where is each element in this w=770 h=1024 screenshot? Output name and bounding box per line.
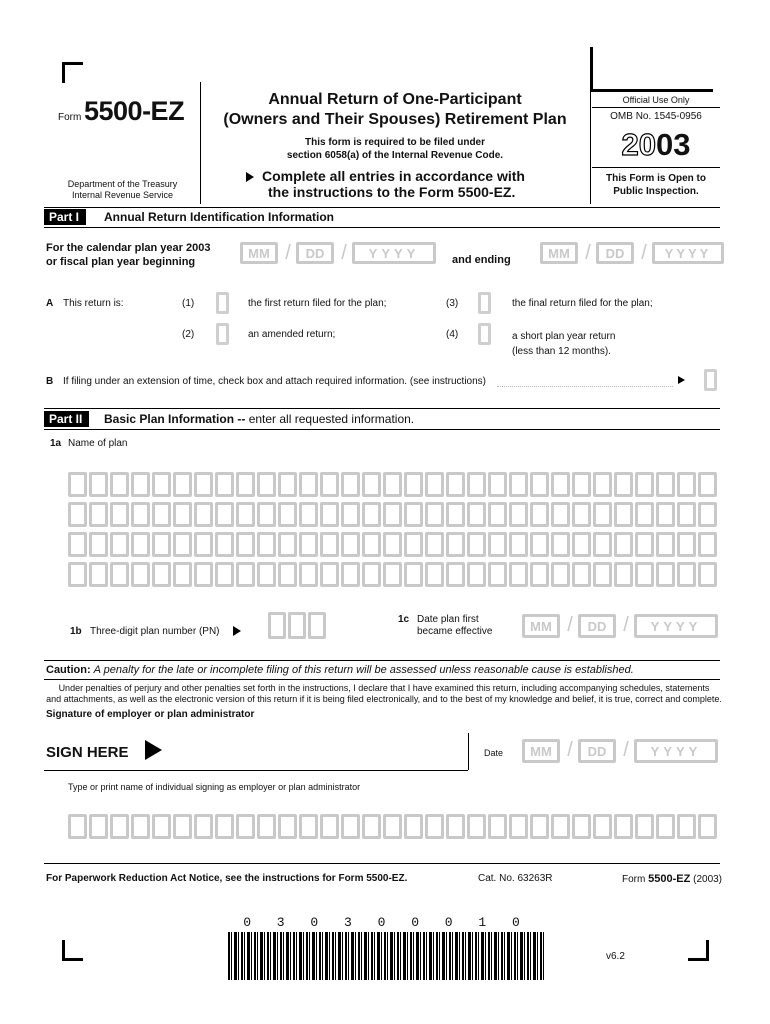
end-day-field[interactable]: DD <box>596 242 634 264</box>
date-slash: / <box>623 614 629 636</box>
char-cell[interactable] <box>488 814 507 839</box>
option1-text: the first return filed for the plan; <box>248 298 387 309</box>
plan-number-digit[interactable] <box>308 612 326 639</box>
char-cell[interactable] <box>467 532 486 557</box>
plan-name-field[interactable] <box>68 472 719 587</box>
char-cell[interactable] <box>593 562 612 587</box>
line-1c-line2: became effective <box>417 626 493 637</box>
end-month-field[interactable]: MM <box>540 242 578 264</box>
plan-number-field[interactable] <box>268 612 328 639</box>
char-cell[interactable] <box>89 814 108 839</box>
option4-line2: (less than 12 months). <box>512 346 611 357</box>
char-cell[interactable] <box>215 814 234 839</box>
char-cell[interactable] <box>257 562 276 587</box>
begin-month-field[interactable]: MM <box>240 242 278 264</box>
corner-mark-bottom-right <box>688 940 709 961</box>
char-cell[interactable] <box>404 502 423 527</box>
char-cell[interactable] <box>68 532 87 557</box>
char-cell[interactable] <box>635 532 654 557</box>
char-cell[interactable] <box>152 502 171 527</box>
char-cell[interactable] <box>446 472 465 497</box>
char-cell[interactable] <box>530 502 549 527</box>
char-cell[interactable] <box>488 502 507 527</box>
char-cell[interactable] <box>404 814 423 839</box>
line-1c-number: 1c <box>398 614 410 625</box>
header-divider-right <box>590 88 591 204</box>
char-cell[interactable] <box>614 502 633 527</box>
plan-year-line1: For the calendar plan year 2003 <box>46 242 211 254</box>
char-cell[interactable] <box>446 562 465 587</box>
char-cell[interactable] <box>614 472 633 497</box>
char-cell[interactable] <box>509 502 528 527</box>
required-notice <box>200 136 590 162</box>
char-cell[interactable] <box>509 562 528 587</box>
plan-number-digit[interactable] <box>288 612 306 639</box>
char-cell[interactable] <box>68 562 87 587</box>
date-slash: / <box>623 739 629 761</box>
char-cell[interactable] <box>194 814 213 839</box>
sign-month-field[interactable]: MM <box>522 739 560 763</box>
part1-header-rule <box>44 227 720 228</box>
open-line2: Public Inspection. <box>613 186 699 197</box>
char-cell[interactable] <box>551 472 570 497</box>
complete-instructions <box>262 168 525 200</box>
date-slash: / <box>585 242 591 264</box>
form-title <box>200 90 590 130</box>
char-cell[interactable] <box>320 472 339 497</box>
version-label: v6.2 <box>606 951 625 962</box>
perjury-line1: Under penalties of perjury and other penalties set forth in the instructions, I declare that I have examined this return, including accompanying schedules, statements <box>58 683 710 693</box>
option2-number: (2) <box>182 329 195 340</box>
arrow-right-icon <box>233 626 241 636</box>
footer-form-year: (2003) <box>693 874 723 885</box>
char-cell[interactable] <box>173 472 192 497</box>
char-cell[interactable] <box>698 814 717 839</box>
char-cell[interactable] <box>677 562 696 587</box>
char-cell[interactable] <box>131 562 150 587</box>
begin-year-field[interactable]: YYYY <box>352 242 436 264</box>
extension-checkbox[interactable] <box>704 369 717 391</box>
char-cell[interactable] <box>362 502 381 527</box>
required-line1: This form is required to be filed under <box>304 137 486 148</box>
plan-year-end-date[interactable] <box>540 242 726 264</box>
char-cell[interactable] <box>551 532 570 557</box>
end-year-field[interactable]: YYYY <box>652 242 724 264</box>
year-outline: 20 <box>621 127 656 162</box>
char-cell[interactable] <box>278 472 297 497</box>
char-cell[interactable] <box>320 562 339 587</box>
char-cell[interactable] <box>320 532 339 557</box>
sign-here-label: SIGN HERE <box>46 744 129 761</box>
corner-mark-top-left <box>62 62 83 83</box>
char-cell[interactable] <box>635 814 654 839</box>
char-cell[interactable] <box>698 532 717 557</box>
char-cell[interactable] <box>446 532 465 557</box>
type-print-label: Type or print name of individual signing as employer or plan administrator <box>68 782 361 792</box>
char-cell[interactable] <box>446 814 465 839</box>
char-cell[interactable] <box>194 472 213 497</box>
char-cell[interactable] <box>110 502 129 527</box>
char-cell[interactable] <box>425 502 444 527</box>
line-a-letter: A <box>46 298 54 309</box>
char-cell[interactable] <box>215 502 234 527</box>
char-cell[interactable] <box>656 562 675 587</box>
char-cell[interactable] <box>593 472 612 497</box>
plan-name-row[interactable] <box>68 502 719 527</box>
short-plan-year-checkbox[interactable] <box>478 323 491 345</box>
caution-notice <box>46 664 634 676</box>
plan-name-row[interactable] <box>68 532 719 557</box>
char-cell[interactable] <box>173 814 192 839</box>
char-cell[interactable] <box>614 532 633 557</box>
caution-text: A penalty for the late or incomplete filing of this return will be assessed unless reasonable cause is established. <box>93 664 634 676</box>
char-cell[interactable] <box>656 472 675 497</box>
char-cell[interactable] <box>341 472 360 497</box>
effective-date-field[interactable] <box>522 614 720 638</box>
barcode-digits: 0 3 0 3 0 0 0 1 0 <box>243 915 529 930</box>
char-cell[interactable] <box>425 532 444 557</box>
arrow-right-icon <box>246 172 254 182</box>
char-cell[interactable] <box>488 472 507 497</box>
final-return-checkbox[interactable] <box>478 292 491 314</box>
char-cell[interactable] <box>467 562 486 587</box>
plan-year-label <box>46 241 210 269</box>
option4-line1: a short plan year return <box>512 331 616 342</box>
char-cell[interactable] <box>572 562 591 587</box>
char-cell[interactable] <box>635 472 654 497</box>
char-cell[interactable] <box>278 532 297 557</box>
signer-name-field[interactable] <box>68 814 719 839</box>
char-cell[interactable] <box>215 532 234 557</box>
and-ending-label: and ending <box>452 254 511 266</box>
line-1c-text <box>417 614 492 638</box>
char-cell[interactable] <box>299 814 318 839</box>
char-cell[interactable] <box>698 562 717 587</box>
line-1b-text: Three-digit plan number (PN) <box>90 626 220 637</box>
char-cell[interactable] <box>299 532 318 557</box>
date-slash: / <box>641 242 647 264</box>
omb-number: OMB No. 1545-0956 <box>610 111 702 122</box>
char-cell[interactable] <box>152 472 171 497</box>
char-cell[interactable] <box>362 814 381 839</box>
plan-year-line2: or fiscal plan year beginning <box>46 256 196 268</box>
caution-top-rule <box>44 660 720 661</box>
effective-day-field[interactable]: DD <box>578 614 616 638</box>
complete-line1: Complete all entries in accordance with <box>262 168 525 184</box>
option3-text: the final return filed for the plan; <box>512 298 653 309</box>
required-line2: section 6058(a) of the Internal Revenue Code. <box>286 150 504 161</box>
part1-label: Part I <box>44 209 86 225</box>
char-cell[interactable] <box>68 814 87 839</box>
char-cell[interactable] <box>383 502 402 527</box>
char-cell[interactable] <box>509 472 528 497</box>
corner-mark-top-right <box>590 47 713 92</box>
char-cell[interactable] <box>131 472 150 497</box>
char-cell[interactable] <box>341 532 360 557</box>
char-cell[interactable] <box>404 532 423 557</box>
char-cell[interactable] <box>299 472 318 497</box>
first-return-checkbox[interactable] <box>216 292 229 314</box>
char-cell[interactable] <box>257 502 276 527</box>
paperwork-notice: For Paperwork Reduction Act Notice, see the instructions for Form 5500-EZ. <box>46 873 408 884</box>
signature-line[interactable] <box>44 770 468 771</box>
char-cell[interactable] <box>698 502 717 527</box>
footer-form-word: Form <box>622 874 646 885</box>
char-cell[interactable] <box>152 532 171 557</box>
char-cell[interactable] <box>551 502 570 527</box>
option1-number: (1) <box>182 298 195 309</box>
char-cell[interactable] <box>278 502 297 527</box>
part2-label: Part II <box>44 411 89 427</box>
official-use-only: Official Use Only <box>622 95 690 105</box>
footer-top-rule <box>44 863 720 864</box>
effective-year-field[interactable]: YYYY <box>634 614 718 638</box>
char-cell[interactable] <box>362 532 381 557</box>
char-cell[interactable] <box>593 502 612 527</box>
char-cell[interactable] <box>152 814 171 839</box>
char-cell[interactable] <box>173 562 192 587</box>
option4-number: (4) <box>446 329 459 340</box>
plan-name-row[interactable] <box>68 562 719 587</box>
part1-title: Annual Return Identification Information <box>104 210 334 224</box>
amended-return-checkbox[interactable] <box>216 323 229 345</box>
char-cell[interactable] <box>68 502 87 527</box>
perjury-line2: and attachments, as well as the electronic version of this return if it is being filed electronically, and to the best of my knowledge and belief, it is true, correct and complete. <box>46 694 722 704</box>
part1-top-rule <box>44 207 720 208</box>
char-cell[interactable] <box>320 502 339 527</box>
barcode-image <box>228 932 544 980</box>
char-cell[interactable] <box>131 814 150 839</box>
char-cell[interactable] <box>131 532 150 557</box>
char-cell[interactable] <box>68 472 87 497</box>
caution-bottom-rule <box>44 679 720 680</box>
caution-label: Caution: <box>46 664 91 676</box>
date-label: Date <box>484 748 504 758</box>
title-line2: (Owners and Their Spouses) Retirement Plan <box>223 111 567 128</box>
char-cell[interactable] <box>110 814 129 839</box>
char-cell[interactable] <box>215 472 234 497</box>
signature-label: Signature of employer or plan administrator <box>46 709 255 720</box>
char-cell[interactable] <box>173 502 192 527</box>
line-1a-number: 1a <box>50 438 62 449</box>
char-cell[interactable] <box>194 502 213 527</box>
char-cell[interactable] <box>509 814 528 839</box>
dept-line2: Internal Revenue Service <box>71 190 174 200</box>
char-cell[interactable] <box>698 472 717 497</box>
char-cell[interactable] <box>194 562 213 587</box>
char-cell[interactable] <box>572 814 591 839</box>
char-cell[interactable] <box>320 814 339 839</box>
leader-dots <box>497 386 673 387</box>
footer-form-number: 5500-EZ <box>648 873 691 885</box>
option2-text: an amended return; <box>248 329 336 340</box>
char-cell[interactable] <box>110 532 129 557</box>
char-cell[interactable] <box>257 472 276 497</box>
char-cell[interactable] <box>236 562 255 587</box>
char-cell[interactable] <box>89 502 108 527</box>
char-cell[interactable] <box>257 532 276 557</box>
part2-title-bold: Basic Plan Information -- <box>104 412 246 426</box>
char-cell[interactable] <box>131 502 150 527</box>
tax-year <box>592 128 720 162</box>
char-cell[interactable] <box>383 472 402 497</box>
char-cell[interactable] <box>152 562 171 587</box>
char-cell[interactable] <box>110 472 129 497</box>
form-number: 5500-EZ <box>84 96 185 126</box>
char-cell[interactable] <box>530 532 549 557</box>
date-slash: / <box>341 242 347 264</box>
char-cell[interactable] <box>362 562 381 587</box>
char-cell[interactable] <box>551 562 570 587</box>
char-cell[interactable] <box>677 532 696 557</box>
char-cell[interactable] <box>509 532 528 557</box>
char-cell[interactable] <box>194 532 213 557</box>
char-cell[interactable] <box>425 562 444 587</box>
char-cell[interactable] <box>299 562 318 587</box>
char-cell[interactable] <box>236 814 255 839</box>
signature-date-field[interactable] <box>522 739 720 763</box>
char-cell[interactable] <box>278 814 297 839</box>
char-cell[interactable] <box>677 814 696 839</box>
catalog-number: Cat. No. 63263R <box>478 873 553 884</box>
char-cell[interactable] <box>383 814 402 839</box>
char-cell[interactable] <box>488 562 507 587</box>
char-cell[interactable] <box>425 814 444 839</box>
open-line1: This Form is Open to <box>605 173 706 184</box>
char-cell[interactable] <box>656 814 675 839</box>
char-cell[interactable] <box>341 502 360 527</box>
perjury-statement <box>46 683 722 705</box>
char-cell[interactable] <box>446 502 465 527</box>
corner-mark-bottom-left <box>62 940 83 961</box>
plan-name-row[interactable] <box>68 472 719 497</box>
char-cell[interactable] <box>299 502 318 527</box>
char-cell[interactable] <box>89 472 108 497</box>
char-cell[interactable] <box>404 472 423 497</box>
char-cell[interactable] <box>635 502 654 527</box>
char-cell[interactable] <box>236 532 255 557</box>
title-line1: Annual Return of One-Participant <box>268 91 522 108</box>
part2-title <box>104 412 414 426</box>
department-name <box>50 179 195 201</box>
char-cell[interactable] <box>278 562 297 587</box>
date-slash: / <box>567 614 573 636</box>
omb-top-rule <box>592 107 720 108</box>
line-1c-line1: Date plan first <box>417 614 479 625</box>
part2-header-rule <box>44 429 720 430</box>
char-cell[interactable] <box>614 562 633 587</box>
dept-line1: Department of the Treasury <box>67 179 178 189</box>
char-cell[interactable] <box>572 502 591 527</box>
char-cell[interactable] <box>467 814 486 839</box>
char-cell[interactable] <box>425 472 444 497</box>
sign-day-field[interactable]: DD <box>578 739 616 763</box>
plan-year-begin-date[interactable] <box>240 242 438 264</box>
line-1a-text: Name of plan <box>68 438 128 449</box>
char-cell[interactable] <box>383 562 402 587</box>
char-cell[interactable] <box>677 472 696 497</box>
char-cell[interactable] <box>614 814 633 839</box>
char-cell[interactable] <box>572 472 591 497</box>
char-cell[interactable] <box>236 502 255 527</box>
arrow-right-icon <box>145 740 162 760</box>
complete-line2: the instructions to the Form 5500-EZ. <box>268 184 516 200</box>
char-cell[interactable] <box>404 562 423 587</box>
char-cell[interactable] <box>467 502 486 527</box>
part2-top-rule <box>44 408 720 409</box>
option3-number: (3) <box>446 298 459 309</box>
effective-month-field[interactable]: MM <box>522 614 560 638</box>
form-word: Form <box>58 112 82 123</box>
char-cell[interactable] <box>530 472 549 497</box>
begin-day-field[interactable]: DD <box>296 242 334 264</box>
line-a-text: This return is: <box>63 298 124 309</box>
date-slash: / <box>285 242 291 264</box>
line-1b-number: 1b <box>70 626 82 637</box>
char-cell[interactable] <box>656 532 675 557</box>
char-cell[interactable] <box>593 532 612 557</box>
option4-text <box>512 329 615 359</box>
char-cell[interactable] <box>467 472 486 497</box>
char-cell[interactable] <box>530 814 549 839</box>
char-cell[interactable] <box>530 562 549 587</box>
char-cell[interactable] <box>677 502 696 527</box>
footer-form-id <box>622 873 722 885</box>
date-slash: / <box>567 739 573 761</box>
char-cell[interactable] <box>257 814 276 839</box>
char-cell[interactable] <box>551 814 570 839</box>
char-cell[interactable] <box>635 562 654 587</box>
char-cell[interactable] <box>110 562 129 587</box>
line-b-letter: B <box>46 376 54 387</box>
char-cell[interactable] <box>89 562 108 587</box>
year-bottom-rule <box>592 167 720 168</box>
char-cell[interactable] <box>488 532 507 557</box>
line-b-text: If filing under an extension of time, check box and attach required information. (see instructions) <box>63 376 487 387</box>
char-cell[interactable] <box>383 532 402 557</box>
char-cell[interactable] <box>656 502 675 527</box>
signature-divider <box>468 733 469 770</box>
char-cell[interactable] <box>173 532 192 557</box>
part2-title-rest: enter all requested information. <box>245 412 415 426</box>
public-inspection-notice <box>592 172 720 198</box>
char-cell[interactable] <box>341 562 360 587</box>
char-cell[interactable] <box>215 562 234 587</box>
char-cell[interactable] <box>593 814 612 839</box>
sign-year-field[interactable]: YYYY <box>634 739 718 763</box>
char-cell[interactable] <box>89 532 108 557</box>
arrow-right-icon <box>678 376 685 384</box>
char-cell[interactable] <box>341 814 360 839</box>
year-bold: 03 <box>656 127 691 162</box>
char-cell[interactable] <box>362 472 381 497</box>
plan-number-digit[interactable] <box>268 612 286 639</box>
char-cell[interactable] <box>572 532 591 557</box>
char-cell[interactable] <box>236 472 255 497</box>
